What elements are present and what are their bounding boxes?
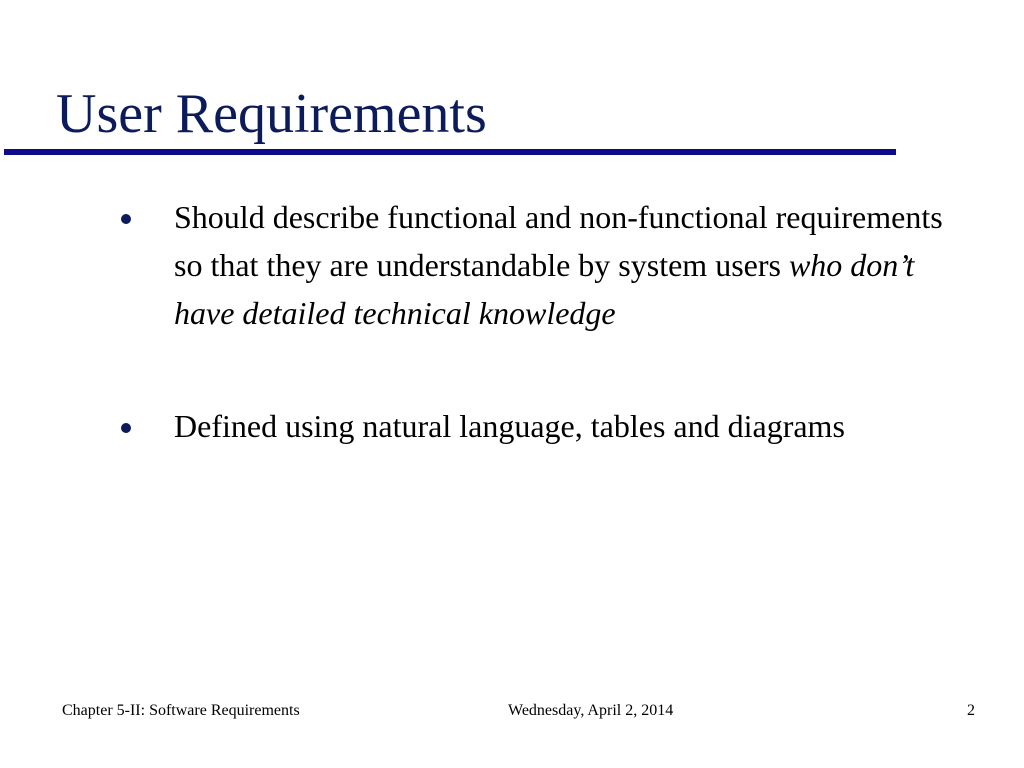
footer-date: Wednesday, April 2, 2014 xyxy=(508,702,674,719)
title-underline xyxy=(4,149,896,155)
slide-title: User Requirements xyxy=(56,83,487,145)
bullet-item xyxy=(0,193,954,337)
footer-chapter: Chapter 5-II: Software Requirements xyxy=(62,702,300,719)
bullet-text: Defined using natural language, tables and diagrams xyxy=(174,408,845,444)
bullet-dot-icon xyxy=(121,214,131,224)
bullet-emphasis: who don’t have detailed technical knowledge xyxy=(174,247,915,331)
bullet-text: Should describe functional and non-functional requirements so that they are understandable by system users xyxy=(174,199,943,283)
bullet-list xyxy=(0,193,1024,450)
bullet-item xyxy=(0,402,954,450)
bullet-dot-icon xyxy=(121,423,131,433)
footer-page-number: 2 xyxy=(967,702,975,719)
